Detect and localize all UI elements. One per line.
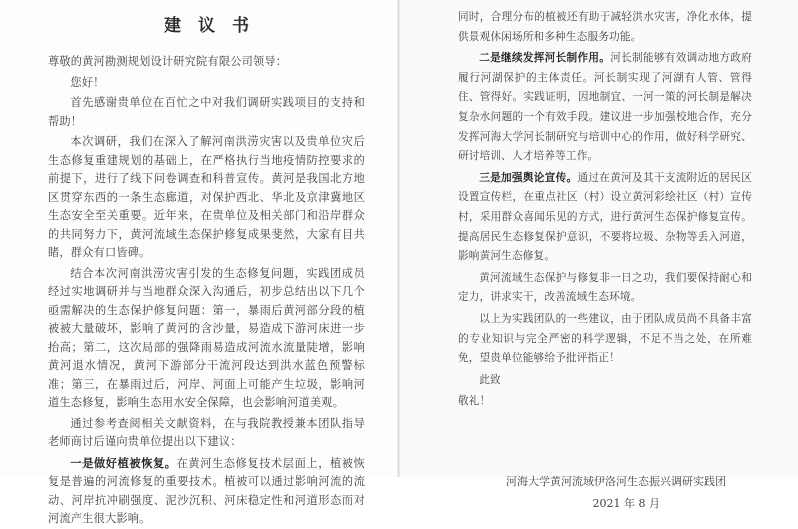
suggestion-2-heading: 二是继续发挥河长制作用。: [479, 52, 611, 65]
paragraph-closing: 以上为实践团队的一些建议，由于团队成员尚不具备丰富的专业知识与完全严密的科学逻辑，不足不当之处，在所难免，望贵单位能够给予批评指正！: [458, 312, 752, 365]
paragraph-persistence: 黄河流域生态保护与修复非一日之功，我们要保持耐心和定力，讲求实干，改善流域生态环境。: [458, 271, 752, 304]
paragraph-suggestion-2: [458, 49, 752, 167]
suggestion-1-body: 在黄河生态修复技术层面上，植被恢复是普遍的河流修复的重要技术。植被可以通过影响河流的流动、河岸抗冲刷强度、泥沙沉积、河床稳定性和河道形态而对河流产生很大影响。: [48, 456, 365, 525]
signature-date: 2021 年 8 月: [592, 496, 660, 510]
suggestion-2-body: 河长制能够有效调动地方政府履行河湖保护的主体责任。河长制实现了河湖有人管、管得住、管得好。实践证明，因地制宜、一河一策的河长制是解决复杂水问题的一个有效手段。建议进一步加强校地合作，充分发挥河海大学河长制研究与培训中心的作用，做好科学研究、研讨培训、人才培养等工作。: [458, 52, 752, 163]
signature-team-name: 河海大学黄河流域伊洛河生态振兴调研实践团: [506, 474, 726, 488]
paragraph-suggestion-1-continued: 同时，合理分布的植被还有助于减轻洪水灾害，净化水体，提供景观休闲场所和多种生态服务功能。: [458, 11, 752, 43]
paragraph-problems: 结合本次河南洪涝灾害引发的生态修复问题，实践团成员经过实地调研并与当地群众深入沟通后，初步总结出以下几个亟需解决的生态保护修复问题：第一，暴雨后黄河部分段的植被被大量破坏，影响了黄河的含沙量，易造成下游河床进一步抬高；第二，这次局部的强降雨易造成河流水流量陡增，影响黄河退水情况，黄河下游部分干流河段达到洪水蓝色预警标准；第三，在暴雨过后，河岸、河面上可能产生垃圾，影响河道生态修复，影响生态用水安全保障，也会影响河道美观。: [48, 266, 365, 409]
paragraph-reference: 通过参考查阅相关文献资料，在与我院教授兼本团队指导老师商讨后谨向贵单位提出以下建议：: [48, 416, 365, 448]
greeting-line: 您好！: [70, 75, 105, 89]
page-1: [0, 0, 397, 525]
paragraph-suggestion-1: [48, 454, 365, 529]
thanks-line: 首先感谢贵单位在百忙之中对我们调研实践项目的支持和帮助！: [48, 96, 365, 128]
page-2: [400, 0, 798, 510]
closing-jingli: 敬礼！: [458, 395, 491, 408]
salutation: 尊敬的黄河勘测规划设计研究院有限公司领导：: [48, 55, 288, 68]
suggestion-3-body: 通过在黄河及其干支流附近的居民区设置宣传栏，在重点社区（村）设立黄河彩绘社区（村）宣传村，采用群众喜闻乐见的方式，进行黄河生态保护修复宣传。提高居民生态修复保护意识，不要将垃圾、杂物等丢入河道，影响黄河生态修复。: [458, 171, 752, 263]
suggestion-1-heading: 一是做好植被恢复。: [70, 455, 177, 470]
paragraph-survey: 本次调研，我们在深入了解河南洪涝灾害以及贵单位灾后生态修复重建规划的基础上，在严格执行当地疫情防控要求的前提下，进行了线下问卷调查和科普宣传。黄河是我国北方地区贯穿东西的一条生态廊道，对保护西北、华北及京津冀地区生态安全至关重要。近年来，在贵单位及相关部门和沿岸群众的共同努力下，黄河流域生态保护修复成果斐然，大家有目共睹，群众有口皆碑。: [48, 135, 365, 259]
closing-cizhi: 此致: [479, 373, 501, 386]
document-title: 建 议 书: [164, 16, 249, 36]
suggestion-3-heading: 三是加强舆论宣传。: [479, 171, 578, 184]
paragraph-suggestion-3: [458, 169, 752, 267]
